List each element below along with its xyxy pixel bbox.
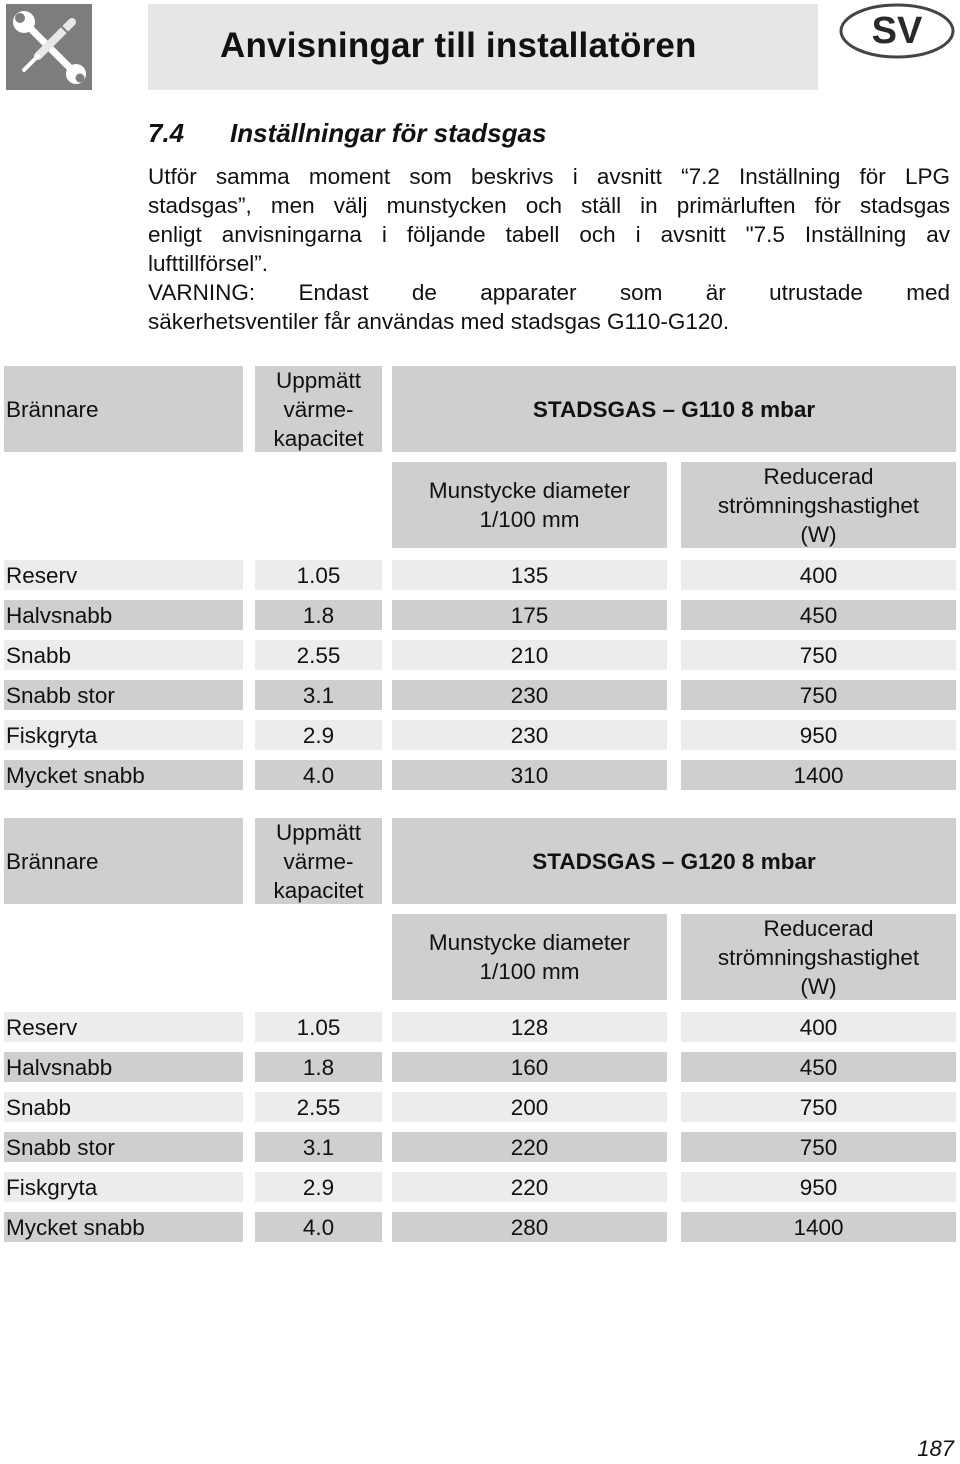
cell-nozzle: 220	[392, 1172, 667, 1202]
paragraph-line: enligt anvisningarna i följande tabell och i avsnitt "7.5 Inställning av	[148, 222, 950, 247]
cell-reduced: 750	[681, 680, 956, 710]
header-capacity-line: Uppmätt	[275, 367, 362, 393]
cell-nozzle: 160	[392, 1052, 667, 1082]
logo	[6, 4, 92, 90]
cell-capacity: 1.8	[255, 600, 382, 630]
header-burner: Brännare	[4, 818, 243, 904]
cell-nozzle: 230	[392, 680, 667, 710]
header-capacity-line: Uppmätt	[275, 819, 362, 845]
header-reduced-line: strömningshastighet	[717, 492, 920, 518]
header-burner: Brännare	[4, 366, 243, 452]
cell-capacity: 3.1	[255, 680, 382, 710]
paragraph-line: lufttillförsel”.	[148, 251, 269, 276]
header-reduced-line: strömningshastighet	[717, 944, 920, 970]
cell-reduced: 1400	[681, 1212, 956, 1242]
cell-burner: Mycket snabb	[4, 760, 243, 790]
cell-burner: Fiskgryta	[4, 720, 243, 750]
cell-nozzle: 175	[392, 600, 667, 630]
cell-capacity: 2.9	[255, 720, 382, 750]
cell-burner: Snabb	[4, 640, 243, 670]
warning-line: VARNING: Endast de apparater som är utrustade med	[148, 280, 950, 305]
cell-capacity: 4.0	[255, 1212, 382, 1242]
cell-nozzle: 310	[392, 760, 667, 790]
cell-reduced: 950	[681, 720, 956, 750]
wrench-screwdriver-icon	[6, 4, 92, 90]
header-nozzle-line: Munstycke diameter	[428, 930, 631, 955]
cell-nozzle: 230	[392, 720, 667, 750]
cell-nozzle: 200	[392, 1092, 667, 1122]
cell-nozzle: 210	[392, 640, 667, 670]
header-nozzle-line: 1/100 mm	[479, 959, 580, 984]
cell-reduced: 950	[681, 1172, 956, 1202]
cell-burner: Reserv	[4, 560, 243, 590]
section-title: Inställningar för stadsgas	[230, 118, 547, 148]
section-number: 7.4	[148, 118, 185, 148]
header-nozzle-diameter	[392, 462, 667, 548]
header-reduced-line: Reducerad	[763, 463, 874, 489]
paragraph-line: stadsgas”, men välj munstycken och ställ in primärluften för stadsgas	[148, 193, 950, 218]
header-nozzle-line: 1/100 mm	[479, 507, 580, 532]
cell-reduced: 1400	[681, 760, 956, 790]
cell-capacity: 1.05	[255, 560, 382, 590]
cell-reduced: 400	[681, 1012, 956, 1042]
cell-burner: Snabb stor	[4, 680, 243, 710]
title-bar	[148, 4, 818, 90]
cell-reduced: 450	[681, 1052, 956, 1082]
cell-nozzle: 135	[392, 560, 667, 590]
header-reduced-flow	[681, 462, 956, 548]
cell-burner: Fiskgryta	[4, 1172, 243, 1202]
header-capacity-line: kapacitet	[273, 425, 364, 451]
header-reduced-flow	[681, 914, 956, 1000]
header-reduced-line: (W)	[800, 973, 837, 999]
cell-burner: Mycket snabb	[4, 1212, 243, 1242]
language-code: SV	[871, 10, 923, 52]
cell-reduced: 750	[681, 1132, 956, 1162]
page-number: 187	[917, 1436, 954, 1461]
header-nozzle-line: Munstycke diameter	[428, 478, 631, 503]
cell-nozzle: 128	[392, 1012, 667, 1042]
header-reduced-line: Reducerad	[763, 915, 874, 941]
header-capacity-line: värme-	[283, 396, 354, 422]
header-capacity	[255, 366, 382, 452]
header-gas-type: STADSGAS – G110 8 mbar	[392, 366, 956, 452]
cell-nozzle: 280	[392, 1212, 667, 1242]
header-capacity-line: kapacitet	[273, 877, 364, 903]
cell-capacity: 2.9	[255, 1172, 382, 1202]
cell-burner: Snabb	[4, 1092, 243, 1122]
language-badge	[838, 2, 956, 60]
warning-line: säkerhetsventiler får användas med stadsgas G110-G120.	[148, 309, 730, 334]
cell-capacity: 1.05	[255, 1012, 382, 1042]
cell-burner: Snabb stor	[4, 1132, 243, 1162]
header-reduced-line: (W)	[800, 521, 837, 547]
cell-capacity: 1.8	[255, 1052, 382, 1082]
paragraph-line: Utför samma moment som beskrivs i avsnitt “7.2 Inställning för LPG	[148, 164, 950, 189]
header-capacity	[255, 818, 382, 904]
cell-capacity: 2.55	[255, 640, 382, 670]
cell-burner: Halvsnabb	[4, 600, 243, 630]
cell-burner: Reserv	[4, 1012, 243, 1042]
cell-capacity: 2.55	[255, 1092, 382, 1122]
cell-nozzle: 220	[392, 1132, 667, 1162]
header-gas-type: STADSGAS – G120 8 mbar	[392, 818, 956, 904]
section-heading	[148, 118, 546, 149]
cell-reduced: 400	[681, 560, 956, 590]
page-title: Anvisningar till installatören	[220, 26, 697, 65]
cell-reduced: 750	[681, 640, 956, 670]
cell-reduced: 450	[681, 600, 956, 630]
header-capacity-line: värme-	[283, 848, 354, 874]
cell-capacity: 3.1	[255, 1132, 382, 1162]
cell-reduced: 750	[681, 1092, 956, 1122]
header-nozzle-diameter	[392, 914, 667, 1000]
cell-burner: Halvsnabb	[4, 1052, 243, 1082]
cell-capacity: 4.0	[255, 760, 382, 790]
